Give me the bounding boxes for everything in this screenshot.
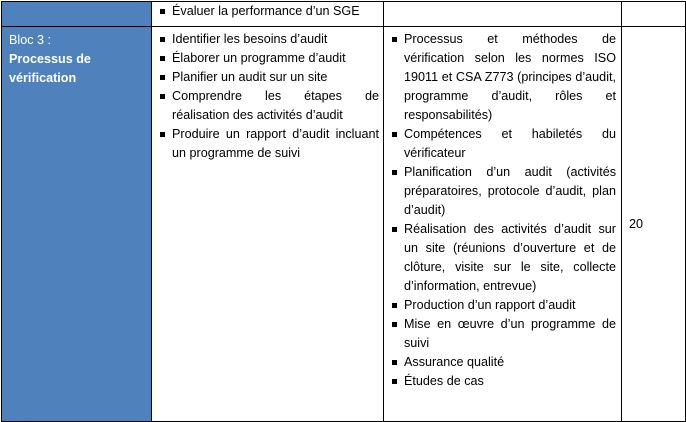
list-item: Comprendre les étapes de réalisation des activités d’audit (156, 87, 379, 125)
square-bullet-icon (160, 94, 165, 99)
list-item: Identifier les besoins d’audit (156, 30, 379, 49)
square-bullet-icon (392, 360, 397, 365)
square-bullet-icon (392, 322, 397, 327)
list-item: Évaluer la performance d’un SGE (156, 2, 379, 21)
square-bullet-icon (160, 75, 165, 80)
bloc-cell (2, 27, 152, 422)
list-item: Compétences et habiletés du vérificateur (388, 125, 616, 163)
objectives-cell (152, 27, 384, 422)
previous-hours-cell (622, 2, 686, 27)
list-item: Élaborer un programme d’audit (156, 49, 379, 68)
list-item: Produire un rapport d’audit incluant un programme de suivi (156, 125, 379, 163)
table-row (2, 2, 686, 27)
contents-list (384, 27, 621, 391)
list-item: Planification d’un audit (activités préparatoires, protocole d’audit, plan d’audit) (388, 163, 616, 220)
square-bullet-icon (392, 132, 397, 137)
bloc-title: Processus de vérification (9, 52, 91, 85)
previous-contents-cell (384, 2, 622, 27)
square-bullet-icon (392, 303, 397, 308)
contents-cell (384, 27, 622, 422)
list-item: Processus et méthodes de vérification selon les normes ISO 19011 et CSA Z773 (principes d’audit, programme d’audit, rôles et responsabilités) (388, 30, 616, 125)
square-bullet-icon (392, 37, 397, 42)
list-item: Planifier un audit sur un site (156, 68, 379, 87)
previous-objectives-cell (152, 2, 384, 27)
square-bullet-icon (392, 170, 397, 175)
list-item: Études de cas (388, 372, 616, 391)
square-bullet-icon (160, 132, 165, 137)
hours-cell (622, 27, 686, 422)
hours-value: 20 (629, 216, 644, 231)
square-bullet-icon (392, 379, 397, 384)
table-row (2, 27, 686, 422)
course-table (1, 1, 686, 422)
bloc-number: Bloc 3 : (9, 33, 51, 47)
list-item: Réalisation des activités d’audit sur un site (réunions d’ouverture et de clôture, visite sur le site, collecte d’information, entrevue) (388, 220, 616, 296)
list-item: Mise en œuvre d’un programme de suivi (388, 315, 616, 353)
list-item: Production d’un rapport d’audit (388, 296, 616, 315)
previous-bloc-cell (2, 2, 152, 27)
list-item: Assurance qualité (388, 353, 616, 372)
square-bullet-icon (160, 9, 165, 14)
square-bullet-icon (160, 56, 165, 61)
square-bullet-icon (392, 227, 397, 232)
objectives-list (152, 27, 383, 163)
square-bullet-icon (160, 37, 165, 42)
